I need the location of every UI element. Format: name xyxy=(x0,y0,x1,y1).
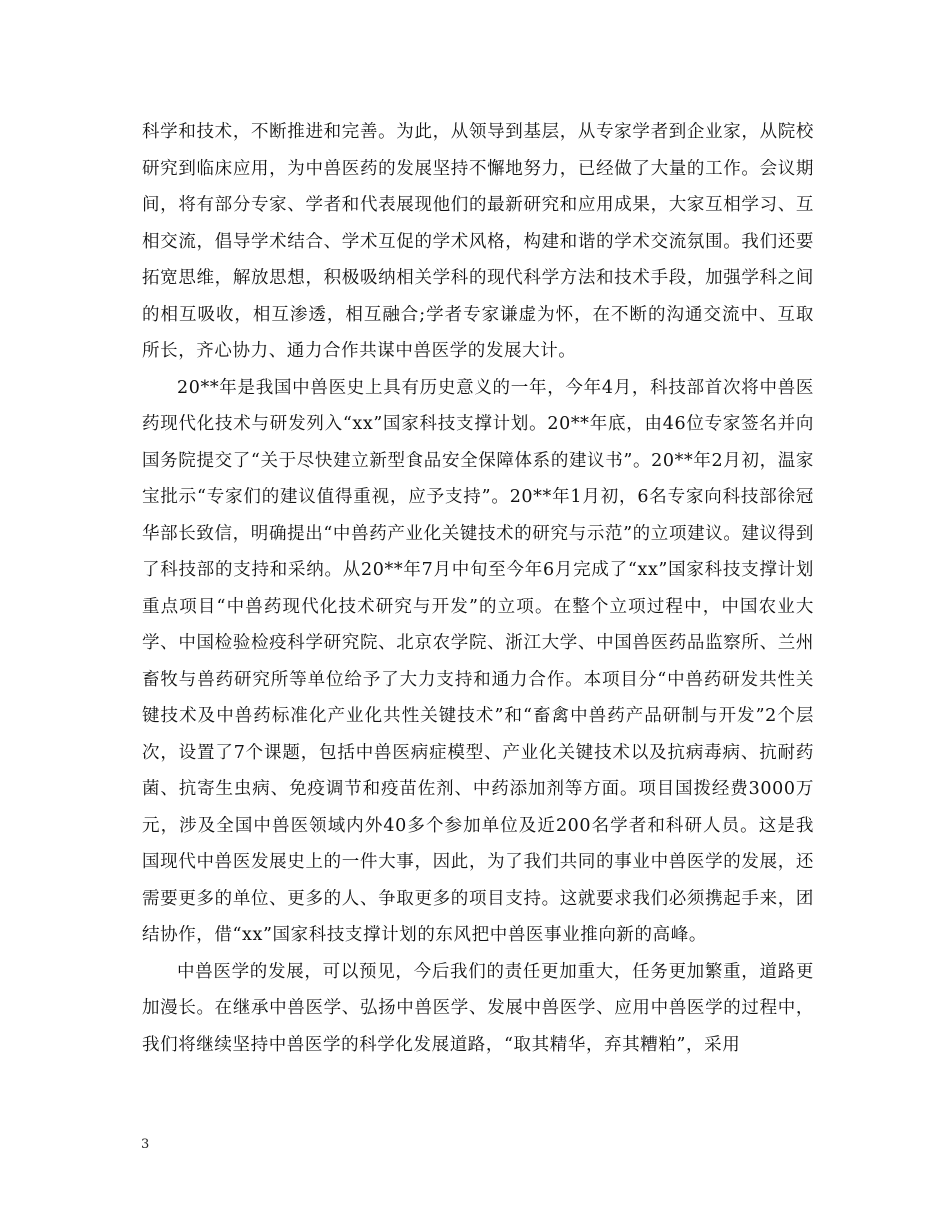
body-text xyxy=(142,114,814,1063)
paragraph-1: 科学和技术，不断推进和完善。为此，从领导到基层，从专家学者到企业家，从院校研究到临床应用，为中兽医药的发展坚持不懈地努力，已经做了大量的工作。会议期间，将有部分专家、学者和代表展现他们的最新研究和应用成果，大家互相学习、互相交流，倡导学术结合、学术互促的学术风格，构建和谐的学术交流氛围。我们还要拓宽思维，解放思想，积极吸纳相关学科的现代科学方法和技术手段，加强学科之间的相互吸收，相互渗透，相互融合;学者专家谦虚为怀，在不断的沟通交流中、互取所长，齐心协力、通力合作共谋中兽医学的发展大计。 xyxy=(142,122,814,361)
paragraph-2: 20**年是我国中兽医史上具有历史意义的一年，今年4月，科技部首次将中兽医药现代化技术与研发列入“xx”国家科技支撑计划。20**年底，由46位专家签名并向国务院提交了“关于尽快建立新型食品安全保障体系的建议书”。20**年2月初，温家宝批示“专家们的建议值得重视，应予支持”。20**年1月初，6名专家向科技部徐冠华部长致信，明确提出“中兽药产业化关键技术的研究与示范”的立项建议。建议得到了科技部的支持和采纳。从20**年7月中旬至今年6月完成了“xx”国家科技支撑计划重点项目“中兽药现代化技术研究与开发”的立项。在整个立项过程中，中国农业大学、中国检验检疫科学研究院、北京农学院、浙江大学、中国兽医药品监察所、兰州畜牧与兽药研究所等单位给予了大力支持和通力合作。本项目分“中兽药研发共性关键技术及中兽药标准化产业化共性关键技术”和“畜禽中兽药产品研制与开发”2个层次，设置了7个课题，包括中兽医病症模型、产业化关键技术以及抗病毒病、抗耐药菌、抗寄生虫病、免疫调节和疫苗佐剂、中药添加剂等方面。项目国拨经费3000万元，涉及全国中兽医领域内外40多个参加单位及近200名学者和科研人员。这是我国现代中兽医发展史上的一件大事，因此，为了我们共同的事业中兽医学的发展，还需要更多的单位、更多的人、争取更多的项目支持。这就要求我们必须携起手来，团结协作，借“xx”国家科技支撑计划的东风把中兽医事业推向新的高峰。 xyxy=(142,377,814,945)
page-number: 3 xyxy=(141,1137,150,1152)
paragraph-3: 中兽医学的发展，可以预见，今后我们的责任更加重大，任务更加繁重，道路更加漫长。在继承中兽医学、弘扬中兽医学、发展中兽医学、应用中兽医学的过程中，我们将继续坚持中兽医学的科学化发展道路，“取其精华，弃其糟粕”，采用 xyxy=(142,961,814,1055)
